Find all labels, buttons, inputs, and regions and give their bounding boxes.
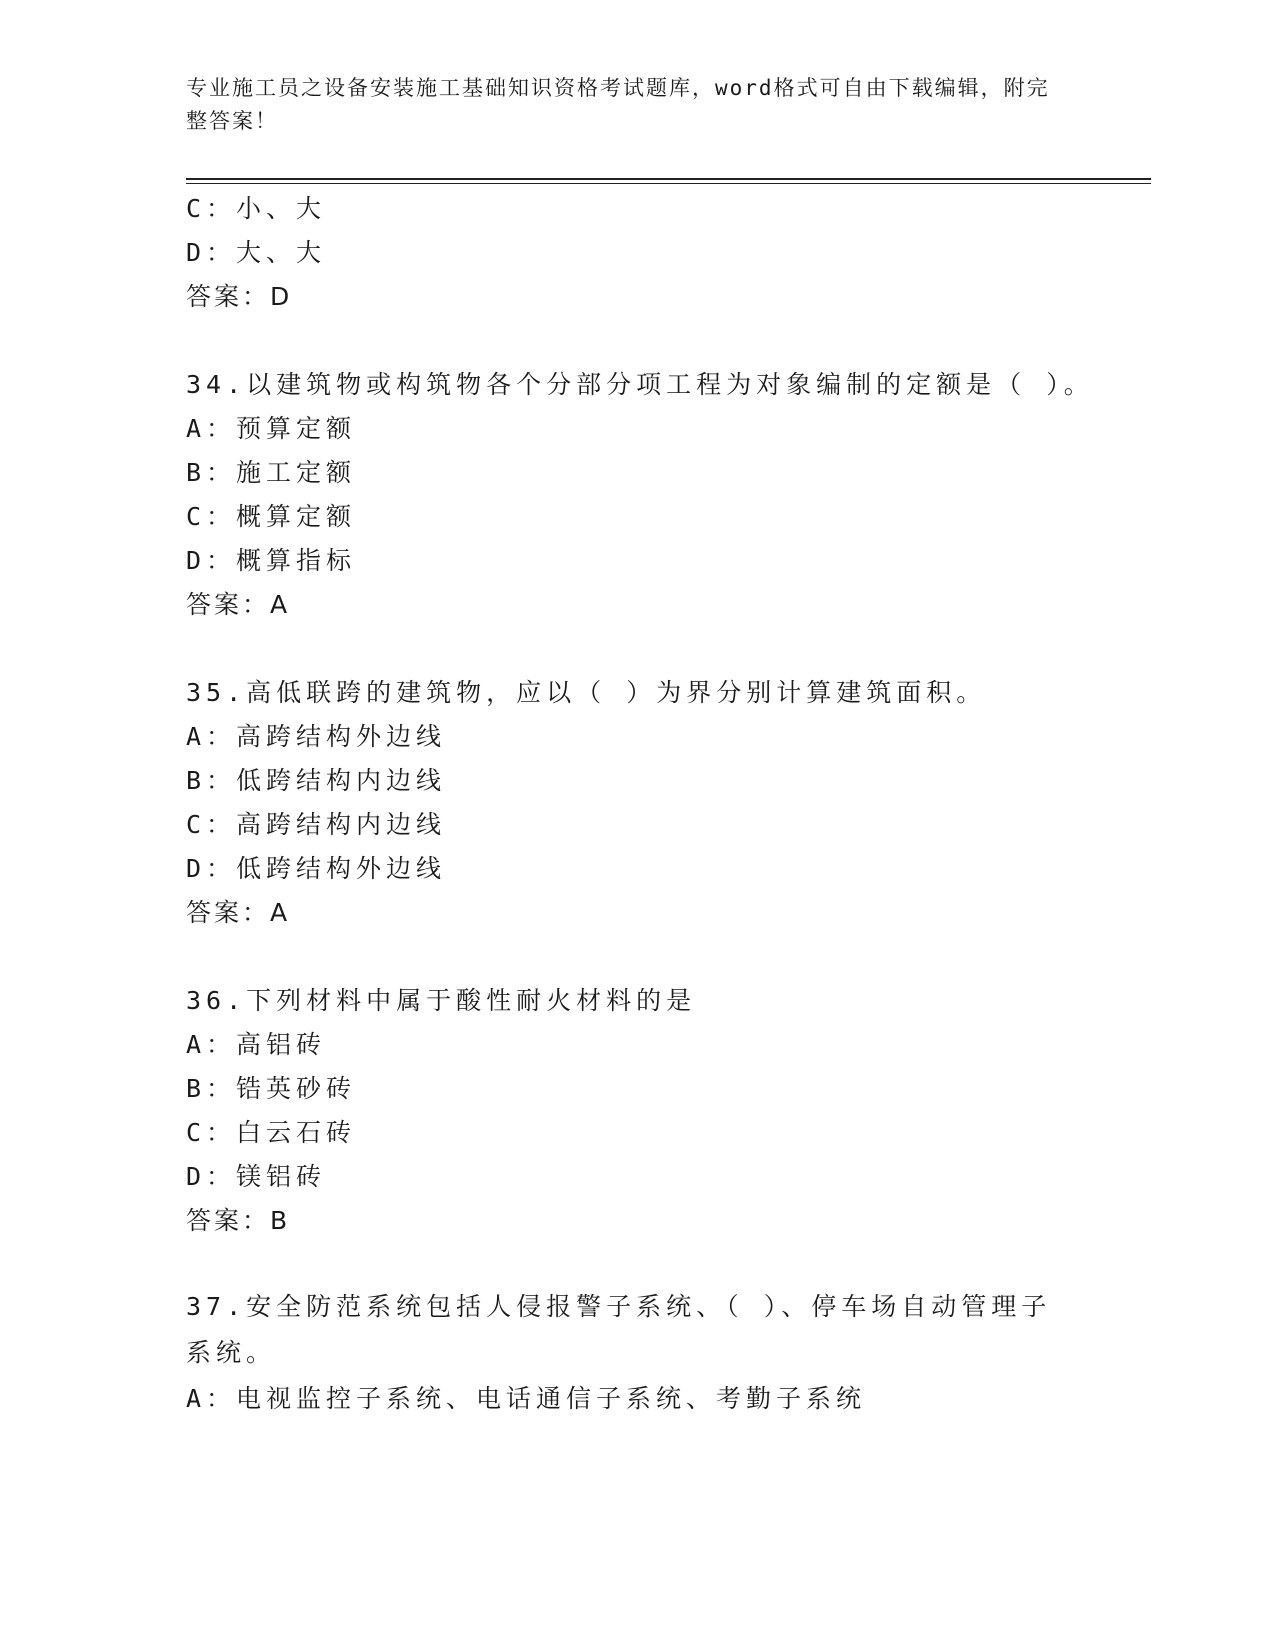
q37-option-a: A：电视监控子系统、电话通信子系统、考勤子系统 (186, 1384, 867, 1413)
q36-option-a: A：高铝砖 (186, 1030, 327, 1059)
q35-question: 35.高低联跨的建筑物，应以（ ）为界分别计算建筑面积。 (186, 678, 987, 707)
q35-option-b: B：低跨结构内边线 (186, 766, 447, 795)
q33-option-d: D：大、大 (186, 238, 327, 267)
q35-option-d: D：低跨结构外边线 (186, 854, 447, 883)
q34-question: 34.以建筑物或构筑物各个分部分项工程为对象编制的定额是（ ）。 (186, 370, 1094, 399)
q35-option-a: A：高跨结构外边线 (186, 722, 447, 751)
q34-option-c: C：概算定额 (186, 502, 357, 531)
q35-answer: 答案：A (186, 898, 291, 927)
q37-question: 37.安全防范系统包括人侵报警子系统、（ ）、停车场自动管理子系统。 (186, 1292, 1052, 1367)
document-header: 专业施工员之设备安装施工基础知识资格考试题库，word格式可自由下载编辑，附完整答案！ (186, 76, 1050, 133)
q34-answer: 答案：A (186, 590, 291, 619)
q36-question: 36.下列材料中属于酸性耐火材料的是 (186, 986, 697, 1015)
header-divider-thin (186, 183, 1151, 184)
q34-option-a: A：预算定额 (186, 414, 357, 443)
q36-option-c: C：白云石砖 (186, 1118, 357, 1147)
q34-option-d: D：概算指标 (186, 546, 357, 575)
q34-option-b: B：施工定额 (186, 458, 357, 487)
q33-option-c: C：小、大 (186, 194, 327, 223)
header-divider-thick (186, 178, 1151, 180)
q36-answer: 答案：B (186, 1206, 291, 1235)
q36-option-d: D：镁铝砖 (186, 1162, 327, 1191)
q35-option-c: C：高跨结构内边线 (186, 810, 447, 839)
q36-option-b: B：锆英砂砖 (186, 1074, 357, 1103)
q33-answer: 答案：D (186, 282, 293, 311)
